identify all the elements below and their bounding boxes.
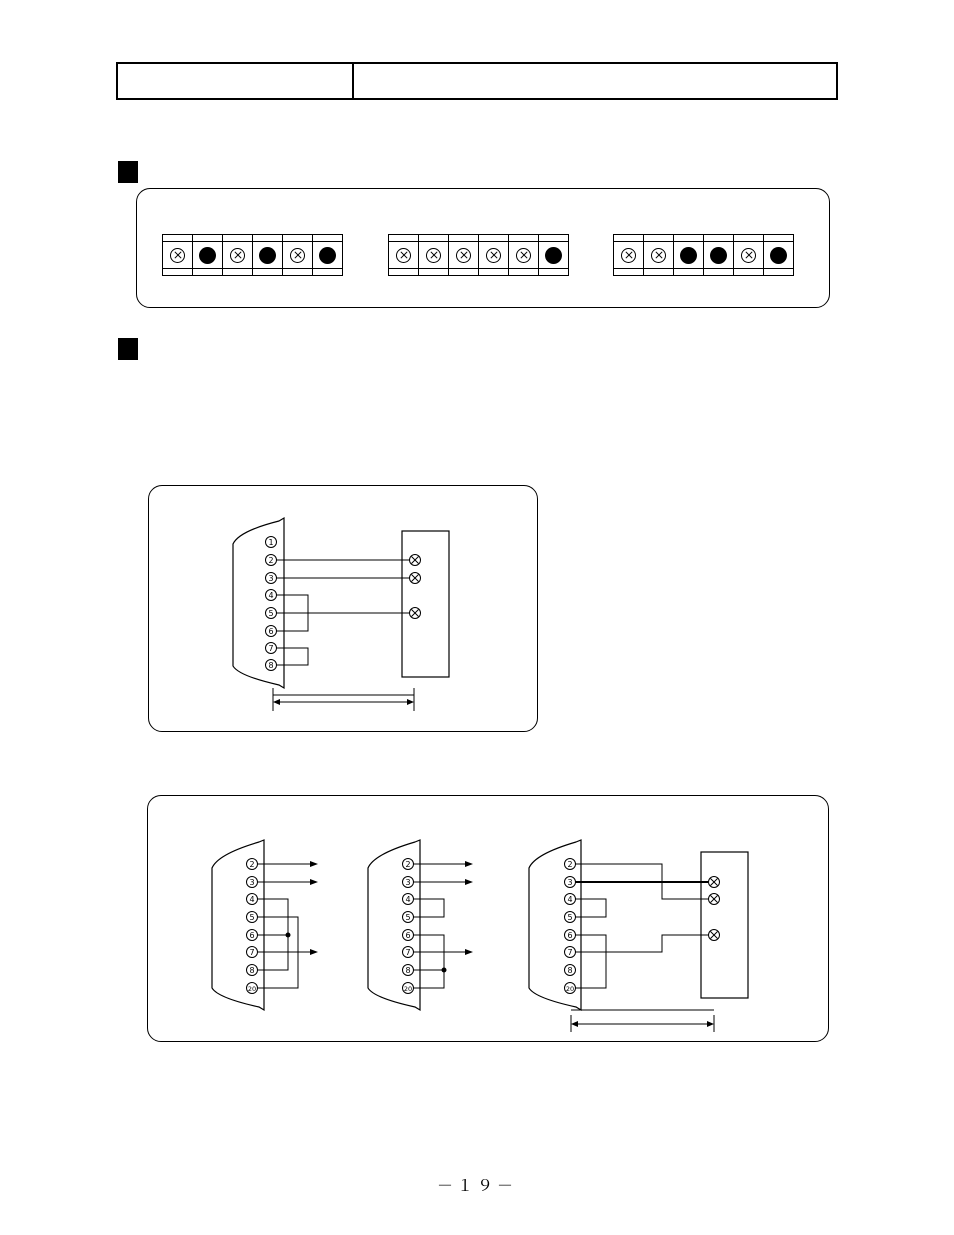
connector-pin: [403, 965, 414, 976]
terminal-screw: [163, 235, 193, 275]
connector-pin: [247, 859, 258, 870]
connector-pin: [247, 894, 258, 905]
terminal-dot: [253, 235, 283, 275]
connector-pin: [403, 877, 414, 888]
terminal-screw: [449, 235, 479, 275]
pin-label: 2: [405, 860, 411, 869]
connector-pin: [403, 859, 414, 870]
filled-terminal-icon: [319, 247, 336, 264]
terminal-screw: [644, 235, 674, 275]
wiring-diagram-a: [149, 486, 537, 731]
connector-pin: [565, 983, 576, 994]
pin-label: 8: [405, 966, 411, 975]
pin-label: 6: [268, 627, 274, 636]
screw-terminal-icon: [396, 248, 411, 263]
pin-label: 8: [567, 966, 573, 975]
screw-terminal-icon: [290, 248, 305, 263]
header-cell-right: [354, 64, 836, 98]
connector-pin: [565, 912, 576, 923]
pin-label: 4: [249, 895, 255, 904]
connector-pin: [565, 877, 576, 888]
filled-terminal-icon: [259, 247, 276, 264]
screw-terminal-icon: [426, 248, 441, 263]
connector-pin: [403, 983, 414, 994]
pin-label: 7: [249, 948, 255, 957]
pin-label: 2: [567, 860, 573, 869]
screw-terminal-icon: [741, 248, 756, 263]
pin-label: 6: [567, 931, 573, 940]
connector-pin: [247, 965, 258, 976]
header-cell-left: [118, 64, 354, 98]
wiring-diagram-b-panel: [147, 795, 829, 1042]
page-number: －１９－: [436, 1176, 517, 1195]
terminal-dot: [193, 235, 223, 275]
connector-pin: [403, 912, 414, 923]
connector-pin: [565, 894, 576, 905]
terminal-dot: [674, 235, 704, 275]
connector-pin: [247, 877, 258, 888]
pin-label: 7: [405, 948, 411, 957]
connector-pin: [403, 894, 414, 905]
terminal-screw: [479, 235, 509, 275]
screw-terminal-icon: [486, 248, 501, 263]
pin-label: 6: [405, 931, 411, 940]
terminal-dot: [313, 235, 342, 275]
pin-label: 4: [405, 895, 411, 904]
terminal-dot: [704, 235, 734, 275]
pin-label: 5: [268, 609, 274, 618]
terminal-screw: [734, 235, 764, 275]
terminal-dot: [764, 235, 793, 275]
pin-label: 5: [249, 913, 255, 922]
terminal-block-3: [613, 234, 794, 276]
screw-terminal-icon: [621, 248, 636, 263]
connector-pin: [247, 912, 258, 923]
filled-terminal-icon: [680, 247, 697, 264]
filled-terminal-icon: [545, 247, 562, 264]
screw-terminal-icon: [456, 248, 471, 263]
connector-pin: [565, 930, 576, 941]
connector-pin: [565, 965, 576, 976]
pin-label: 4: [268, 591, 274, 600]
screw-terminal-icon: [516, 248, 531, 263]
pin-label: 3: [268, 574, 274, 583]
pin-label: 6: [249, 931, 255, 940]
connector-pin: [565, 947, 576, 958]
terminal-screw: [509, 235, 539, 275]
terminal-dot: [539, 235, 568, 275]
terminal-screw: [389, 235, 419, 275]
pin-label: 2: [268, 556, 274, 565]
screw-terminal-icon: [170, 248, 185, 263]
connector-pin: [403, 947, 414, 958]
pin-label: 3: [567, 878, 573, 887]
pin-label: 5: [405, 913, 411, 922]
pin-label: 5: [567, 913, 573, 922]
pin-label: 7: [567, 948, 573, 957]
pin-label: 3: [249, 878, 255, 887]
wiring-diagram-b: [148, 796, 828, 1041]
pin-label: 1: [268, 538, 274, 547]
connector-pin: [247, 947, 258, 958]
filled-terminal-icon: [199, 247, 216, 264]
pin-label: 4: [567, 895, 573, 904]
connector-pin: [247, 983, 258, 994]
filled-terminal-icon: [770, 247, 787, 264]
filled-terminal-icon: [710, 247, 727, 264]
terminal-screw: [614, 235, 644, 275]
terminal-screw: [419, 235, 449, 275]
terminal-panel: [136, 188, 830, 308]
terminal-screw: [283, 235, 313, 275]
pin-label: 8: [249, 966, 255, 975]
terminal-block-2: [388, 234, 569, 276]
wiring-diagram-a-panel: [148, 485, 538, 732]
connector-pin: [247, 930, 258, 941]
header-table: [116, 62, 838, 100]
connector-pin: [403, 930, 414, 941]
section-marker-2: [118, 338, 138, 360]
pin-label: 8: [268, 661, 274, 670]
connector-pin: [565, 859, 576, 870]
screw-terminal-icon: [230, 248, 245, 263]
pin-label: 3: [405, 878, 411, 887]
pin-label: 20: [565, 985, 575, 993]
pin-label: 7: [268, 644, 274, 653]
terminal-block-1: [162, 234, 343, 276]
pin-label: 20: [247, 985, 257, 993]
pin-label: 2: [249, 860, 255, 869]
pin-label: 20: [403, 985, 413, 993]
section-marker-1: [118, 161, 138, 183]
screw-terminal-icon: [651, 248, 666, 263]
terminal-screw: [223, 235, 253, 275]
